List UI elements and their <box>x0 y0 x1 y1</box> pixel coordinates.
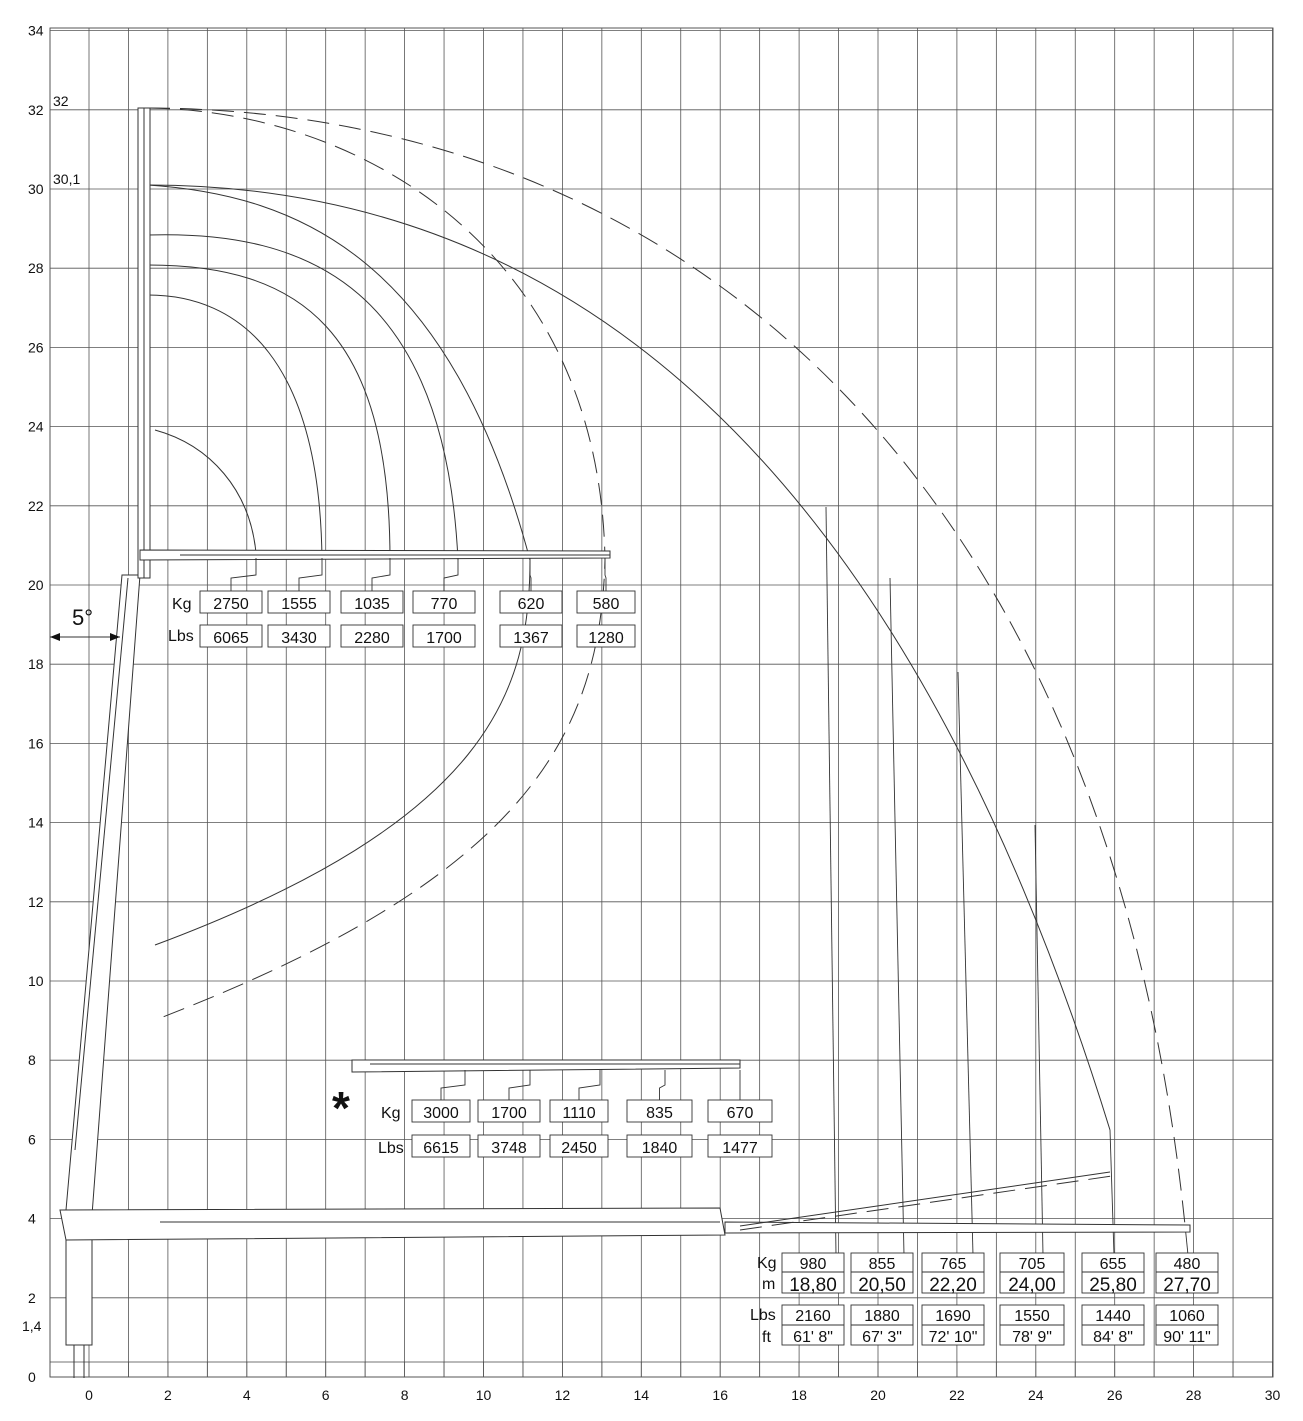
y-tick-label: 18 <box>28 656 44 673</box>
y-tick-label: 6 <box>28 1131 36 1148</box>
horizontal-lbs-value: 1690 <box>935 1308 971 1325</box>
vertical-table-leader <box>444 558 458 591</box>
horizontal-lbs-value: 1880 <box>864 1308 900 1325</box>
x-tick-label: 6 <box>321 1387 330 1403</box>
jib-asterisk: * <box>332 1082 350 1134</box>
jib-kg-value: 3000 <box>423 1105 459 1122</box>
leader-3 <box>958 672 973 1255</box>
jib-kg-value: 835 <box>646 1105 673 1122</box>
x-tick-label: 2 <box>164 1387 172 1403</box>
horizontal-ft-label: ft <box>762 1329 771 1346</box>
horizontal-lbs-value: 1060 <box>1169 1308 1205 1325</box>
x-tick-label: 22 <box>949 1387 965 1403</box>
horizontal-ft-value: 78' 9" <box>1012 1329 1052 1346</box>
y-tick-label: 10 <box>28 973 44 989</box>
horizontal-ft-value: 61' 8" <box>793 1329 833 1346</box>
horizontal-ft-value: 90' 11" <box>1163 1329 1211 1346</box>
jib-kg-value: 670 <box>726 1105 754 1122</box>
jib-lbs-value: 2450 <box>561 1140 597 1157</box>
vertical-lbs-value: 3430 <box>281 630 317 647</box>
horizontal-load-table <box>750 1253 1218 1346</box>
y-tick-label: 4 <box>28 1210 36 1227</box>
main-boom-vertical <box>66 575 140 1215</box>
x-tick-label: 20 <box>870 1387 886 1403</box>
x-tick-label: 14 <box>633 1387 650 1403</box>
vertical-lbs-label: Lbs <box>168 628 194 645</box>
jib-lbs-value: 3748 <box>491 1140 527 1157</box>
jib-table-leader <box>660 1070 666 1100</box>
vertical-lbs-value: 6065 <box>213 630 249 647</box>
y-tick-label: 8 <box>28 1052 36 1069</box>
slew-angle-label: 5° <box>72 605 94 630</box>
height-label-32: 32 <box>53 93 69 109</box>
y-tick-label: 22 <box>28 497 44 514</box>
fly-jib-horizontal <box>725 1222 1190 1233</box>
horizontal-lbs-value: 2160 <box>795 1308 831 1325</box>
reach-curve-2 <box>148 295 322 560</box>
crane-base <box>66 1225 92 1345</box>
leader-1 <box>826 507 836 1255</box>
floating-jib <box>352 1060 740 1072</box>
horizontal-lbs-value: 1440 <box>1095 1308 1131 1325</box>
horizontal-ft-value: 67' 3" <box>862 1329 902 1346</box>
jib-lbs-value: 6615 <box>423 1140 459 1157</box>
jib-load-table <box>332 1070 772 1157</box>
horizontal-m-value: 22,20 <box>929 1275 977 1296</box>
horizontal-m-label: m <box>762 1276 776 1293</box>
vertical-load-table <box>168 558 635 647</box>
y-tick-label: 20 <box>28 577 44 593</box>
fly-jib-raised <box>740 1176 1112 1230</box>
vertical-kg-label: Kg <box>172 596 192 613</box>
horizontal-m-value: 18,80 <box>789 1275 837 1296</box>
y-tick-label: 16 <box>28 735 44 752</box>
vertical-kg-value: 1555 <box>281 596 317 613</box>
y-tick-label: 26 <box>28 339 44 356</box>
height-label-30-1: 30,1 <box>53 171 81 187</box>
jib-lbs-value: 1840 <box>641 1140 678 1157</box>
horizontal-kg-value: 655 <box>1099 1256 1127 1273</box>
jib-kg-value: 1700 <box>491 1105 527 1122</box>
horizontal-kg-value: 855 <box>868 1256 896 1273</box>
x-tick-label: 24 <box>1028 1387 1044 1403</box>
main-boom-horizontal <box>60 1208 725 1240</box>
reach-curve-4 <box>148 235 458 560</box>
horizontal-m-value: 20,50 <box>858 1275 906 1296</box>
vertical-table-leader <box>299 558 322 591</box>
horizontal-ft-value: 84' 8" <box>1093 1329 1133 1346</box>
y-tick-label: 34 <box>28 22 44 39</box>
x-tick-label: 16 <box>712 1387 728 1403</box>
y-tick-label: 12 <box>28 893 44 910</box>
vertical-lbs-value: 2280 <box>354 630 390 647</box>
reach-curve-1 <box>155 430 256 553</box>
y-axis-ticks <box>28 23 44 1385</box>
jib-lbs-value: 1477 <box>722 1140 758 1157</box>
jib-kg-label: Kg <box>381 1105 401 1122</box>
horizontal-ft-value: 72' 10" <box>928 1329 978 1346</box>
vertical-kg-value: 580 <box>592 596 620 613</box>
reach-curve-5 <box>148 185 530 945</box>
reach-curve-6 <box>148 108 605 1020</box>
horizontal-kg-value: 765 <box>939 1256 967 1273</box>
vertical-kg-value: 2750 <box>213 596 249 613</box>
jib-table-leader <box>441 1070 465 1100</box>
y-tick-label: 24 <box>28 418 44 435</box>
y-tick-label: 14 <box>28 814 44 831</box>
slew-angle-indicator <box>50 605 120 641</box>
horizontal-kg-value: 705 <box>1018 1256 1046 1273</box>
horizontal-lbs-value: 1550 <box>1014 1308 1050 1325</box>
vertical-kg-value: 1035 <box>354 596 390 613</box>
vertical-table-leader <box>530 558 531 591</box>
x-tick-label: 4 <box>242 1387 251 1403</box>
y-tick-label: 30 <box>28 181 44 197</box>
vertical-table-leader <box>372 558 390 591</box>
horizontal-m-value: 25,80 <box>1089 1275 1137 1296</box>
x-tick-label: 12 <box>554 1387 571 1403</box>
vertical-kg-value: 620 <box>517 596 545 613</box>
leader-2 <box>890 578 904 1255</box>
horizontal-kg-value: 980 <box>799 1256 827 1273</box>
x-tick-label: 8 <box>400 1387 409 1403</box>
x-tick-label: 18 <box>791 1387 807 1403</box>
horizontal-kg-value: 480 <box>1173 1256 1201 1273</box>
jib-table-leader <box>579 1070 600 1100</box>
vertical-table-leader <box>605 558 606 591</box>
y-tick-label: 28 <box>28 260 44 277</box>
reach-curve-3 <box>148 265 390 560</box>
reach-curves <box>148 108 1185 1225</box>
x-tick-label: 0 <box>85 1387 93 1403</box>
jib-table-leader <box>509 1070 530 1100</box>
horizontal-m-value: 24,00 <box>1008 1275 1056 1296</box>
jib-lbs-label: Lbs <box>378 1140 404 1157</box>
horizontal-kg-label: Kg <box>757 1255 777 1272</box>
vertical-kg-value: 770 <box>430 596 458 613</box>
reach-curve-outer-dashed <box>148 108 1185 1225</box>
y-tick-label: 2 <box>28 1289 36 1306</box>
leader-5 <box>1110 1130 1114 1255</box>
y-tick-label: 32 <box>28 101 44 118</box>
horizontal-lbs-label: Lbs <box>750 1307 776 1324</box>
x-tick-label: 10 <box>475 1387 492 1403</box>
jib-kg-value: 1110 <box>562 1105 596 1122</box>
horizontal-m-value: 27,70 <box>1163 1275 1211 1296</box>
vertical-lbs-value: 1367 <box>513 630 549 647</box>
x-tick-label: 28 <box>1185 1387 1202 1403</box>
x-axis-ticks <box>85 1387 1280 1403</box>
y-tick-label: 0 <box>28 1369 36 1385</box>
curve-leaders <box>826 507 1188 1255</box>
x-tick-label: 26 <box>1106 1387 1123 1403</box>
y-tick-1-4: 1,4 <box>22 1318 42 1334</box>
x-tick-label: 30 <box>1264 1387 1281 1403</box>
vertical-lbs-value: 1280 <box>588 630 624 647</box>
vertical-table-leader <box>231 558 256 591</box>
vertical-lbs-value: 1700 <box>426 630 462 647</box>
